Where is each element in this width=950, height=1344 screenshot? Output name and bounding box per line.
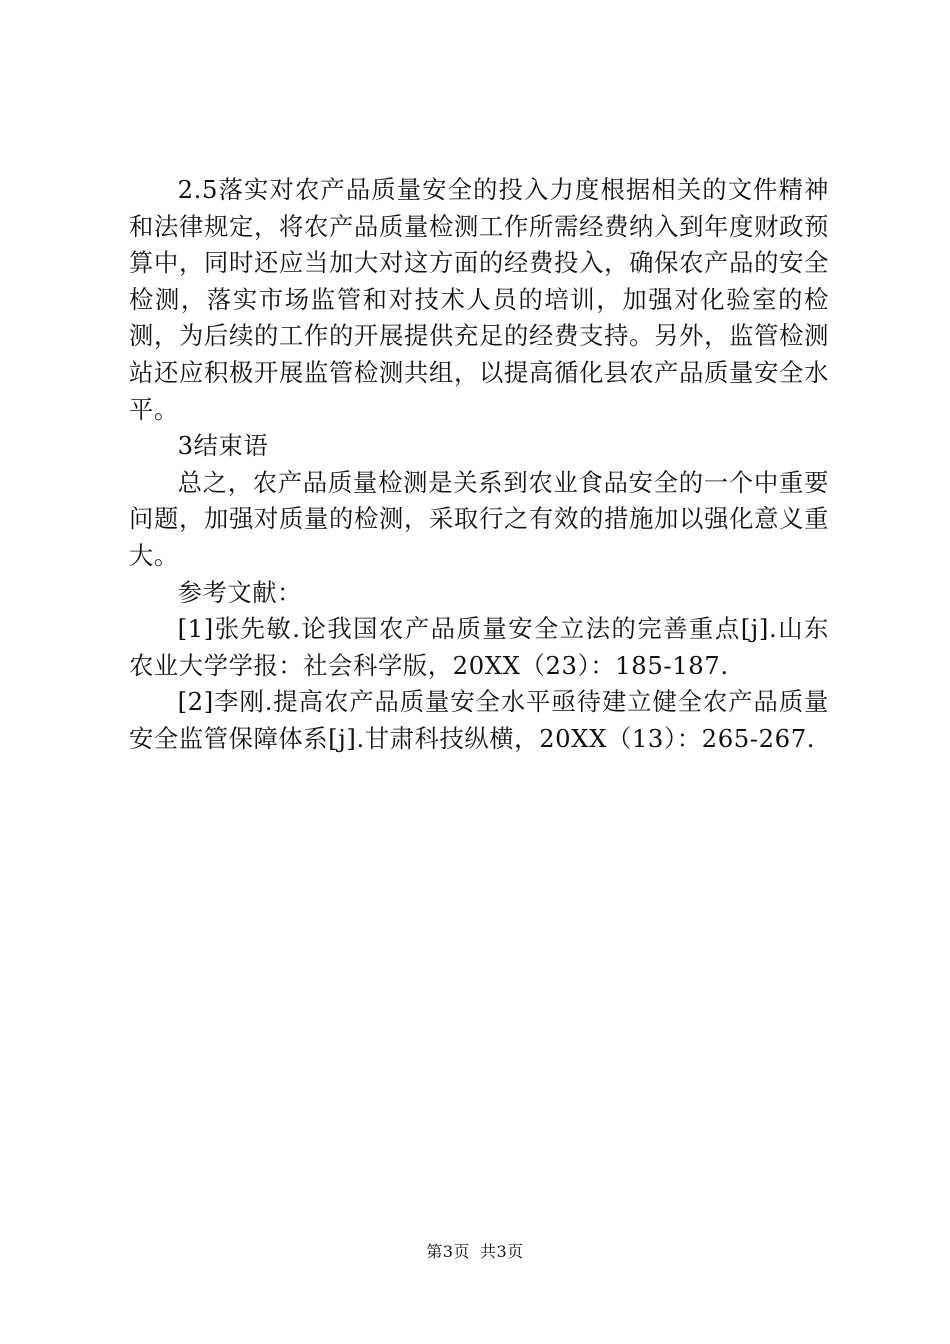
references-heading: 参考文献： xyxy=(177,577,303,607)
reference-item-2: [2]李刚.提高农产品质量安全水平亟待建立健全农产品质量安全监管保障体系[j].甘肃科技纵横，20XX（13）：265-267. xyxy=(129,687,829,753)
paragraph-2-5: 2.5落实对农产品质量安全的投入力度根据相关的文件精神和法律规定，将农产品质量检测工作所需经费纳入到年度财政预算中，同时还应当加大对这方面的经费投入，确保农产品的安全检测，落实市场监管和对技术人员的培训，加强对化验室的检测，为后续的工作的开展提供充足的经费支持。另外，监管检测站还应积极开展监管检测共组，以提高循化县农产品质量安全水平。 xyxy=(129,175,829,424)
page-number: 第3页 xyxy=(426,1242,470,1261)
paragraph-conclusion: 总之，农产品质量检测是关系到农业食品安全的一个中重要问题，加强对质量的检测，采取行之有效的措施加以强化意义重大。 xyxy=(129,467,829,570)
section-heading-conclusion: 3结束语 xyxy=(177,431,269,461)
document-body xyxy=(129,172,829,758)
reference-item-1: [1]张先敏.论我国农产品质量安全立法的完善重点[j].山东农业大学学报：社会科学版，20XX（23）：185-187. xyxy=(129,614,829,680)
page-total: 共3页 xyxy=(480,1242,524,1261)
page-footer xyxy=(0,1242,950,1262)
